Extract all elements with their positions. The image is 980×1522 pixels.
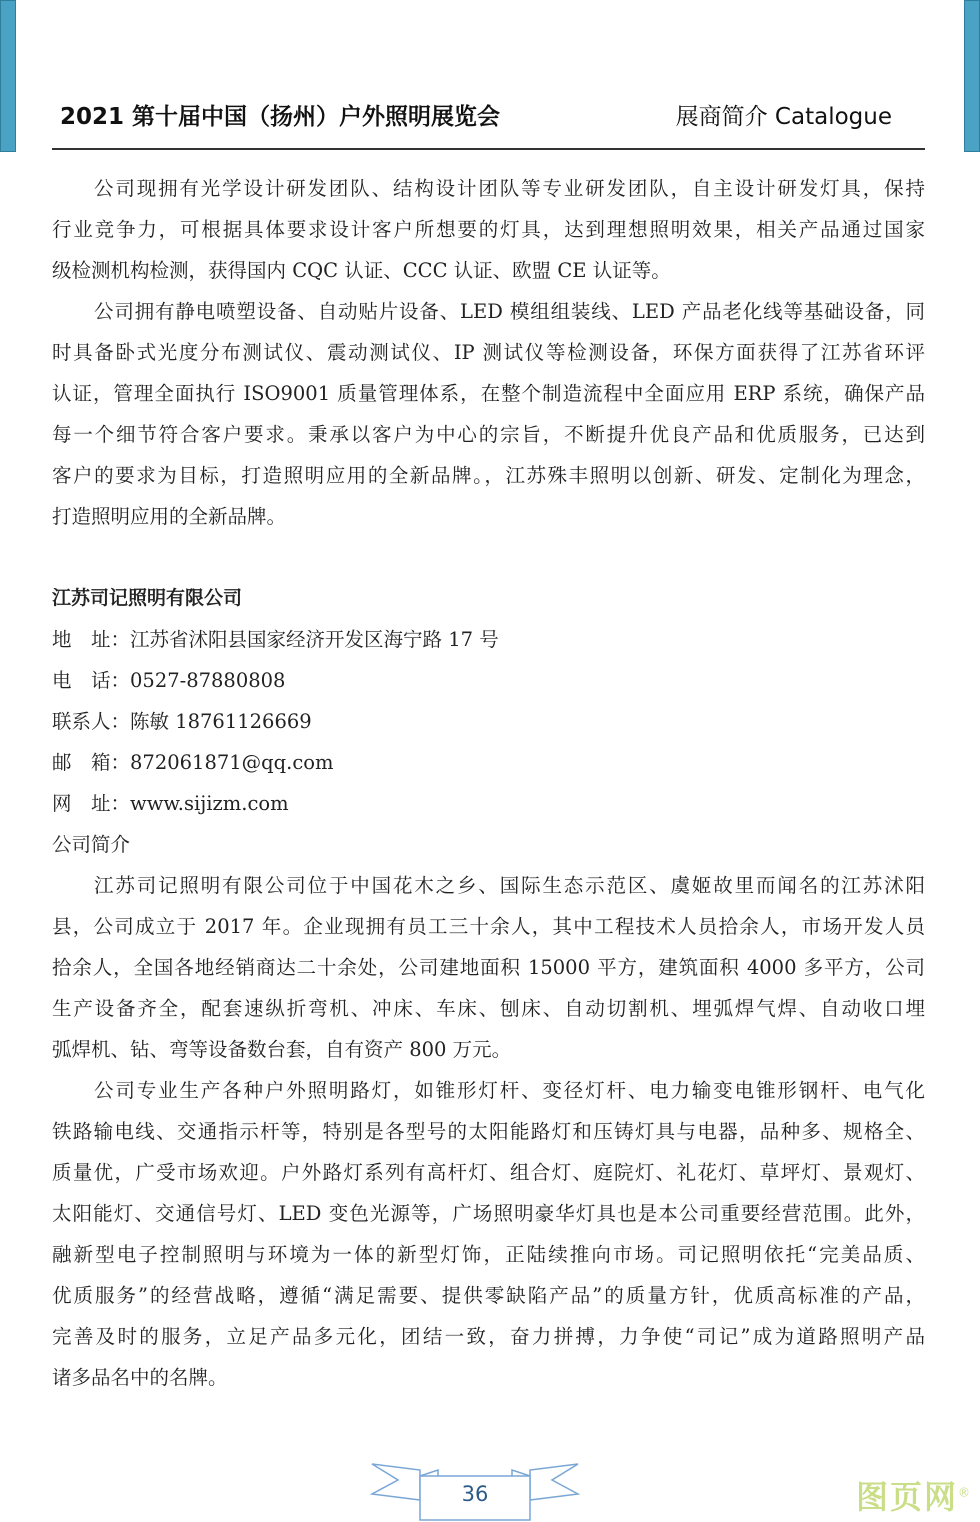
contact-line: 联系人：陈敏 18761126669 <box>52 710 312 733</box>
paragraph-line: 认证，管理全面执行 ISO9001 质量管理体系，在整个制造流程中全面应用 ERP 系统，确保产品 <box>52 382 925 405</box>
contact-line: 网 址：www.sijizm.com <box>52 792 289 815</box>
paragraph-line: 拾余人，全国各地经销商达二十余处，公司建地面积 15000 平方，建筑面积 4000 多平方，公司 <box>52 956 925 979</box>
header-section: 展商简介 Catalogue <box>675 104 892 130</box>
page-number: 36 <box>461 1482 489 1506</box>
right-edge-bar <box>964 0 980 152</box>
watermark-text: 图页网 <box>856 1478 959 1516</box>
paragraph-line: 每一个细节符合客户要求。秉承以客户为中心的宗旨，不断提升优良产品和优质服务，已达到 <box>52 423 925 446</box>
section-label: 公司简介 <box>52 833 131 856</box>
registered-mark: ® <box>958 1485 973 1500</box>
paragraph-line: 打造照明应用的全新品牌。 <box>52 505 287 528</box>
paragraph-line: 完善及时的服务，立足产品多元化，团结一致，奋力拼搏，力争使“司记”成为道路照明产品 <box>52 1325 925 1348</box>
left-edge-bar <box>0 0 16 152</box>
paragraph-line: 生产设备齐全，配套速纵折弯机、冲床、车床、刨床、自动切割机、埋弧焊气焊、自动收口埋 <box>52 997 925 1020</box>
paragraph-line: 质量优，广受市场欢迎。户外路灯系列有高杆灯、组合灯、庭院灯、礼花灯、草坪灯、景观灯、 <box>52 1161 925 1184</box>
watermark-logo <box>856 1472 972 1518</box>
contact-line: 地 址：江苏省沭阳县国家经济开发区海宁路 17 号 <box>52 628 499 651</box>
company-name: 江苏司记照明有限公司 <box>52 587 243 609</box>
paragraph-line: 优质服务”的经营战略，遵循“满足需要、提供零缺陷产品”的质量方针，优质高标准的产品， <box>52 1284 925 1307</box>
contact-line: 电 话：0527-87880808 <box>52 669 286 692</box>
paragraph-line: 级检测机构检测，获得国内 CQC 认证、CCC 认证、欧盟 CE 认证等。 <box>52 259 671 282</box>
page-body <box>52 168 925 1398</box>
spacer <box>52 537 925 578</box>
paragraph-line: 公司专业生产各种户外照明路灯，如锥形灯杆、变径灯杆、电力输变电锥形钢杆、电气化 <box>94 1079 925 1102</box>
paragraph-line: 公司现拥有光学设计研发团队、结构设计团队等专业研发团队，自主设计研发灯具，保持 <box>94 177 925 200</box>
paragraph-line: 铁路输电线、交通指示杆等，特别是各型号的太阳能路灯和压铸灯具与电器，品种多、规格全、 <box>52 1120 925 1143</box>
paragraph-line: 江苏司记照明有限公司位于中国花木之乡、国际生态示范区、虞姬故里而闻名的江苏沭阳 <box>94 874 925 897</box>
paragraph-line: 太阳能灯、交通信号灯、LED 变色光源等，广场照明豪华灯具也是本公司重要经营范围。此外， <box>52 1202 925 1225</box>
contact-line: 邮 箱：872061871@qq.com <box>52 751 334 774</box>
paragraph-line: 融新型电子控制照明与环境为一体的新型灯饰，正陆续推向市场。司记照明依托“完美品质、 <box>52 1243 925 1266</box>
paragraph-line: 弧焊机、钻、弯等设备数台套，自有资产 800 万元。 <box>52 1038 512 1061</box>
paragraph-line: 行业竞争力，可根据具体要求设计客户所想要的灯具，达到理想照明效果，相关产品通过国家 <box>52 218 925 241</box>
paragraph-line: 客户的要求为目标，打造照明应用的全新品牌。，江苏殊丰照明以创新、研发、定制化为理念， <box>52 464 925 487</box>
paragraph-line: 时具备卧式光度分布测试仪、震动测试仪、IP 测试仪等检测设备，环保方面获得了江苏省环评 <box>52 341 925 364</box>
paragraph-line: 公司拥有静电喷塑设备、自动贴片设备、LED 模组组装线、LED 产品老化线等基础设备，同 <box>94 300 925 323</box>
paragraph-line: 县，公司成立于 2017 年。企业现拥有员工三十余人，其中工程技术人员拾余人，市场开发人员 <box>52 915 925 938</box>
header-title: 2021 第十届中国（扬州）户外照明展览会 <box>60 104 501 130</box>
paragraph-line: 诸多品名中的名牌。 <box>52 1366 228 1389</box>
header-rule <box>52 148 925 150</box>
